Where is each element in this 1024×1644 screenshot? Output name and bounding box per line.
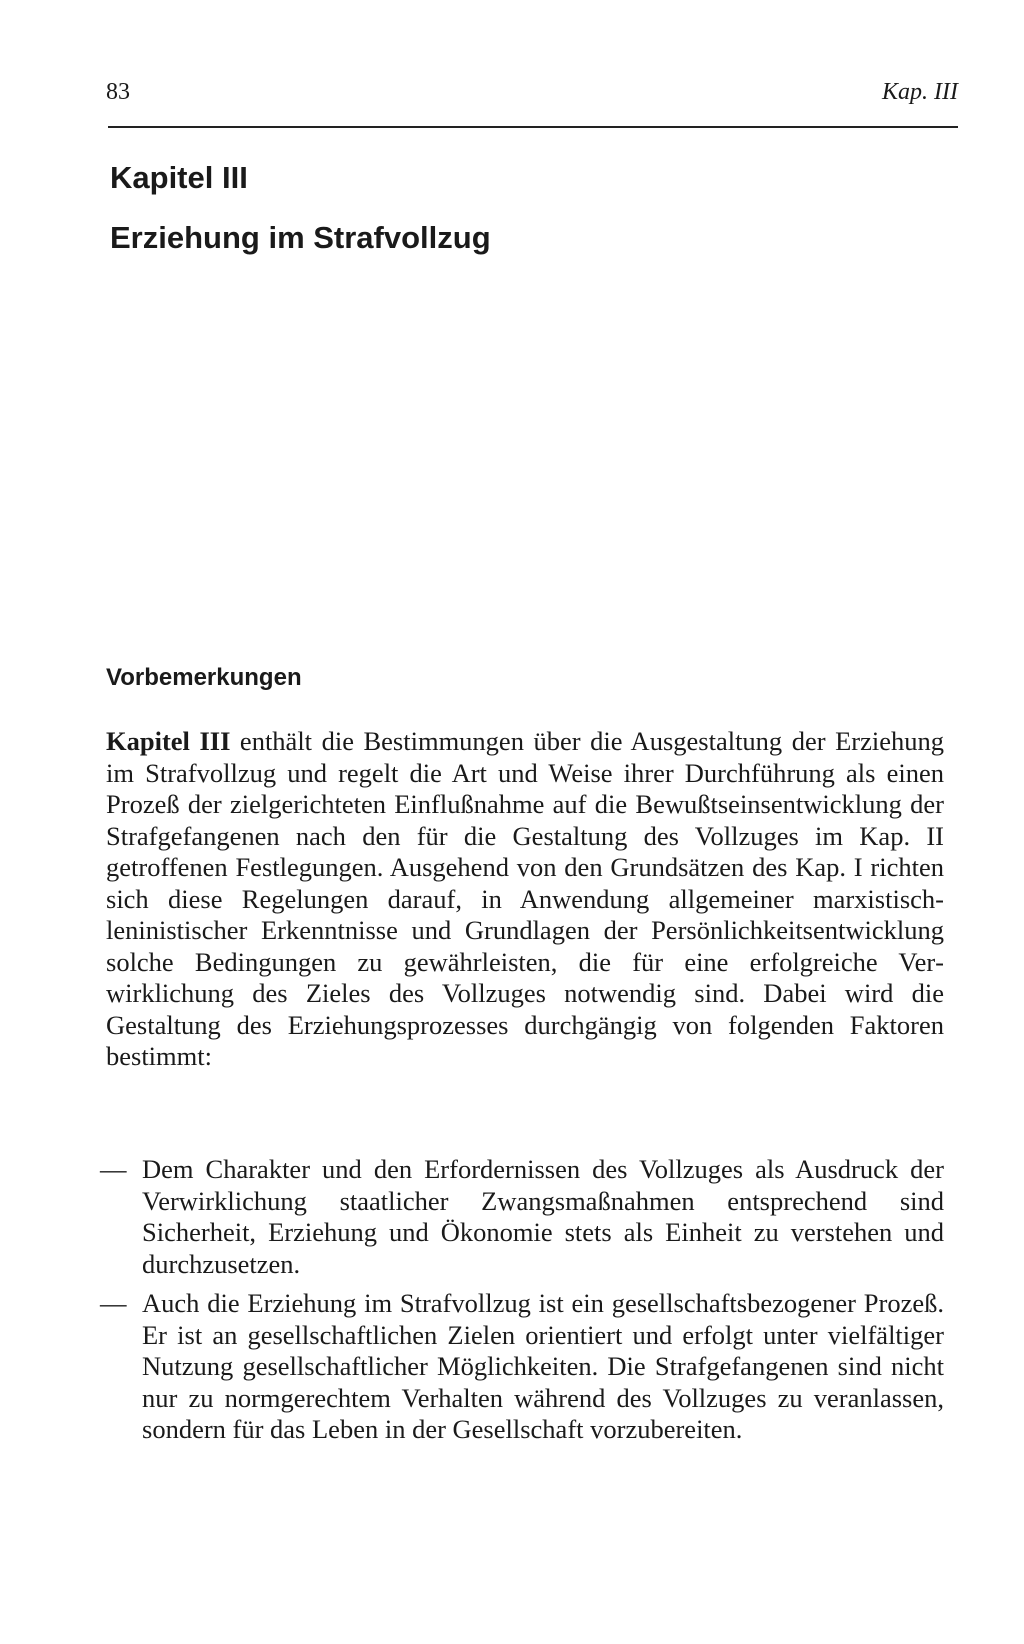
list-item-text: Dem Charakter und den Erfordernissen des Vollzuges als Ausdruck der Verwirklichung staatlicher Zwangsmaßnahmen entsprechend sind Sicherheit, Erziehung und Ökonomie stets als Einheit zu verstehen und durchzusetzen.: [142, 1154, 944, 1279]
paragraph-lead: Kapitel III: [106, 726, 231, 756]
list-item: [100, 1288, 944, 1446]
dash-bullet: —: [100, 1288, 127, 1318]
chapter-label: Kapitel III: [110, 160, 248, 195]
dash-list-first: [100, 1154, 944, 1286]
page-number: 83: [106, 79, 130, 105]
list-item: [100, 1154, 944, 1280]
dash-list-second: [100, 1288, 944, 1452]
running-head: [106, 72, 958, 112]
chapter-title: Erziehung im Strafvollzug: [110, 220, 491, 255]
section-heading: Vorbemerkungen: [106, 664, 302, 691]
running-title: Kap. III: [882, 79, 958, 105]
paragraph-text: enthält die Bestimmungen über die Ausgestaltung der Erziehung im Strafvollzug und regelt die Art und Weise ihrer Durchführung als einen Prozeß der zielgerichteten Einflußnahme auf die Bewußtseinsentwicklung der Strafgefangenen nach den für die Gestaltung des Vollzuges im Kap. II getroffenen Festlegungen. Ausgehend von den Grundsätzen des Kap. I richten sich diese Regelungen darauf, in Anwendung allgemeiner marxistisch-leninistischer Erkenntnisse und Grundlagen der Persönlichkeitsentwicklung solche Bedingungen zu gewährleisten, die für eine erfolgreiche Verwirklichung des Zieles des Vollzuges notwendig sind. Dabei wird die Gestaltung des Erziehungsprozesses durchgängig von folgenden Faktoren bestimmt:: [106, 726, 944, 1071]
dash-bullet: —: [100, 1154, 127, 1184]
body-paragraph: [106, 726, 944, 1073]
header-rule: [108, 126, 958, 128]
list-item-text: Auch die Erziehung im Strafvollzug ist ein gesellschaftsbezogener Prozeß. Er ist an gesellschaftlichen Zielen orientiert und erfolgt unter vielfältiger Nutzung gesellschaftlicher Möglichkeiten. Die Strafgefangenen sind nicht nur zu normgerechtem Verhalten während des Vollzuges zu veranlassen, sondern für das Leben in der Gesellschaft vorzubereiten.: [142, 1288, 944, 1444]
